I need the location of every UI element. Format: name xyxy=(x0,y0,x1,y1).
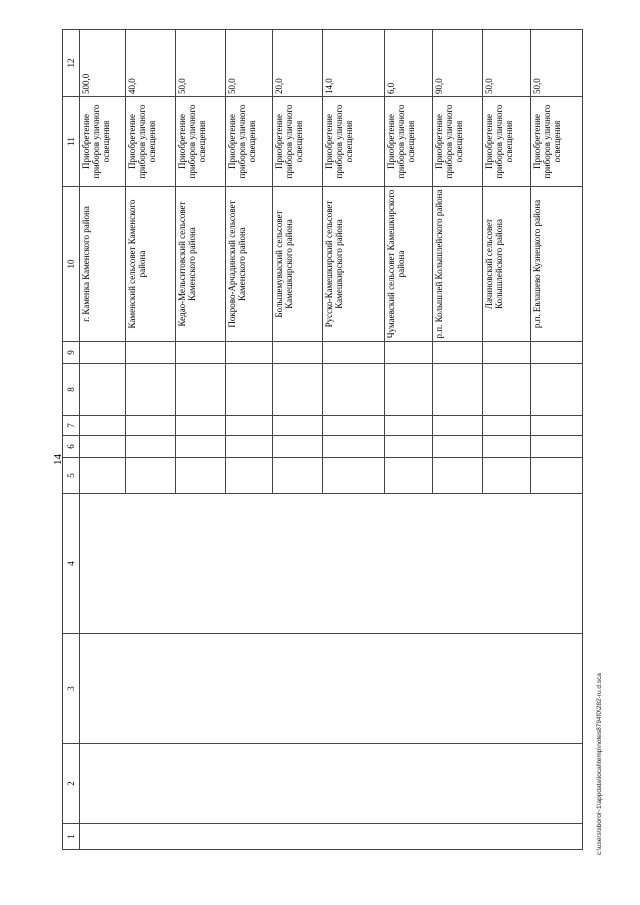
cell-col6 xyxy=(323,436,385,458)
cell-col8 xyxy=(176,364,226,416)
cell-col7 xyxy=(226,416,273,436)
amount-cell: 6,0 xyxy=(385,30,433,97)
settlement-cell: Большемувыский сельсовет Камешкирского района xyxy=(273,187,323,342)
cell-col7 xyxy=(323,416,385,436)
cell-col8 xyxy=(80,364,126,416)
cell-col7 xyxy=(385,416,433,436)
table-body xyxy=(80,30,583,850)
cell-col6 xyxy=(176,436,226,458)
col-header-8: 8 xyxy=(63,364,80,416)
cell-col9 xyxy=(323,342,385,364)
table-row xyxy=(80,30,126,850)
cell-col8 xyxy=(531,364,583,416)
cell-col6 xyxy=(531,436,583,458)
cell-col5 xyxy=(273,458,323,494)
cell-col8 xyxy=(323,364,385,416)
cell-col9 xyxy=(273,342,323,364)
cell-col4 xyxy=(80,494,583,634)
cell-col8 xyxy=(385,364,433,416)
col-header-11: 11 xyxy=(63,97,80,187)
cell-col7 xyxy=(126,416,176,436)
cell-col7 xyxy=(80,416,126,436)
settlement-cell: Каменский сельсовет Каменского района xyxy=(126,187,176,342)
cell-col9 xyxy=(433,342,483,364)
col-header-10: 10 xyxy=(63,187,80,342)
settlement-cell: р.п. Колышлей Колышлейского района xyxy=(433,187,483,342)
purpose-cell: Приобретение приборов уличного освещения xyxy=(385,97,433,187)
cell-col5 xyxy=(483,458,531,494)
file-path-footer: c:\users\sborol~1\appdata\local\temp\notes8794f0\282-ru.d.sca xyxy=(596,673,603,855)
data-table xyxy=(62,29,583,850)
cell-col9 xyxy=(176,342,226,364)
amount-cell: 500,0 xyxy=(80,30,126,97)
settlement-cell: Лачиновский сельсовет Колышлейского района xyxy=(483,187,531,342)
cell-col6 xyxy=(80,436,126,458)
purpose-cell: Приобретение приборов уличного освещения xyxy=(323,97,385,187)
cell-col7 xyxy=(273,416,323,436)
cell-col6 xyxy=(273,436,323,458)
cell-col7 xyxy=(176,416,226,436)
cell-col9 xyxy=(226,342,273,364)
settlement-cell: Кедао-Мельситовский сельсовет Каменского района xyxy=(176,187,226,342)
col-header-5: 5 xyxy=(63,458,80,494)
purpose-cell: Приобретение приборов уличного освещения xyxy=(531,97,583,187)
cell-col5 xyxy=(323,458,385,494)
col-header-6: 6 xyxy=(63,436,80,458)
amount-cell: 50,0 xyxy=(483,30,531,97)
cell-col6 xyxy=(433,436,483,458)
purpose-cell: Приобретение приборов уличного освещения xyxy=(80,97,126,187)
col-header-9: 9 xyxy=(63,342,80,364)
purpose-cell: Приобретение приборов уличного освещения xyxy=(126,97,176,187)
cell-col5 xyxy=(226,458,273,494)
purpose-cell: Приобретение приборов уличного освещения xyxy=(273,97,323,187)
cell-col5 xyxy=(531,458,583,494)
cell-col1 xyxy=(80,824,583,850)
cell-col9 xyxy=(80,342,126,364)
col-header-7: 7 xyxy=(63,416,80,436)
cell-col7 xyxy=(433,416,483,436)
settlement-cell: Покрово-Арчадинский сельсовет Каменского района xyxy=(226,187,273,342)
page-number: 14 xyxy=(52,454,64,465)
cell-col5 xyxy=(176,458,226,494)
col-header-4: 4 xyxy=(63,494,80,634)
cell-col5 xyxy=(433,458,483,494)
purpose-cell: Приобретение приборов уличного освещения xyxy=(433,97,483,187)
cell-col9 xyxy=(531,342,583,364)
col-header-1: 1 xyxy=(63,824,80,850)
cell-col6 xyxy=(385,436,433,458)
purpose-cell: Приобретение приборов уличного освещения xyxy=(483,97,531,187)
cell-col8 xyxy=(226,364,273,416)
amount-cell: 50,0 xyxy=(226,30,273,97)
cell-col7 xyxy=(531,416,583,436)
cell-col6 xyxy=(226,436,273,458)
col-header-12: 12 xyxy=(63,30,80,97)
cell-col6 xyxy=(483,436,531,458)
cell-col5 xyxy=(126,458,176,494)
amount-cell: 90,0 xyxy=(433,30,483,97)
purpose-cell: Приобретение приборов уличного освещения xyxy=(226,97,273,187)
amount-cell: 20,0 xyxy=(273,30,323,97)
cell-col9 xyxy=(483,342,531,364)
settlement-cell: Чумаевский сельсовет Камешкирского района xyxy=(385,187,433,342)
amount-cell: 14,0 xyxy=(323,30,385,97)
header-row xyxy=(63,30,80,850)
cell-col2 xyxy=(80,744,583,824)
cell-col6 xyxy=(126,436,176,458)
settlement-cell: Русско-Камешкирский сельсовет Камешкирского района xyxy=(323,187,385,342)
cell-col5 xyxy=(80,458,126,494)
cell-col9 xyxy=(385,342,433,364)
cell-col3 xyxy=(80,634,583,744)
cell-col8 xyxy=(126,364,176,416)
settlement-cell: г. Каменка Каменского района xyxy=(80,187,126,342)
amount-cell: 40,0 xyxy=(126,30,176,97)
cell-col8 xyxy=(273,364,323,416)
cell-col5 xyxy=(385,458,433,494)
cell-col9 xyxy=(126,342,176,364)
amount-cell: 50,0 xyxy=(531,30,583,97)
settlement-cell: р.п. Евлашево Кузнецкого района xyxy=(531,187,583,342)
cell-col8 xyxy=(433,364,483,416)
amount-cell: 50,0 xyxy=(176,30,226,97)
purpose-cell: Приобретение приборов уличного освещения xyxy=(176,97,226,187)
col-header-3: 3 xyxy=(63,634,80,744)
cell-col8 xyxy=(483,364,531,416)
col-header-2: 2 xyxy=(63,744,80,824)
cell-col7 xyxy=(483,416,531,436)
